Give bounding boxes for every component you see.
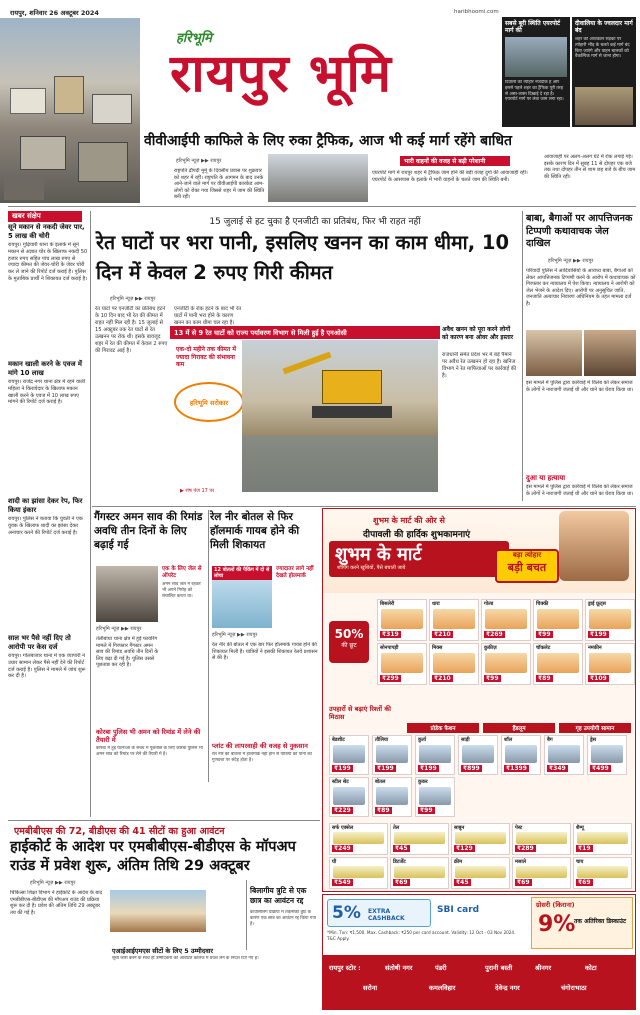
offer-title: चिक्की [536,601,549,607]
ad-line2: दीपावली की हार्दिक शुभकामनाएं [363,530,471,540]
sbi-card-logo: SBI card [437,905,480,915]
offer-product-image [333,787,365,805]
offer-product-image [505,745,537,763]
offer-price: ₹249 [334,845,351,852]
branch-item: देवेन्द्र नगर [495,984,520,992]
ad-section-label: गृह उपयोगी सामान [559,723,631,733]
sand-right-head: अवैध खनन को पूरा करने लोगों को कारण बना ओवर और इस्तार [442,326,514,341]
offer-title: घी [332,859,337,865]
brief-headline: मकान खाली करने के एवज में मांगे 10 लाख [8,360,82,377]
jobs-headline[interactable]: बिलागीय त्रुटि से एक छात्र का आवंटन रद्द [250,886,307,905]
offer-price: ₹89 [377,807,390,814]
offer-title: मसाले [515,859,527,865]
offer-product-image [462,745,494,763]
offer-price: ₹109 [590,675,607,682]
brief-body: रायपुर। राजेंद्र नगर थाना क्षेत्र में रहने वाली महिला ने किरायेदार के खिलाफ मकान खाली करने के एवज में 10 लाख रुपए मांगने की रिपोर्ट दर्ज कराई है। [8,379,86,406]
offer-price: ₹499 [592,765,609,772]
mbbs-banner-text: सूची जारी करने के साथ ही उम्मीदवारों को आवंटित कॉलेज में प्रवेश लेने के निर्देश दिए गए हैं। [112,956,259,961]
offer-price: ₹299 [382,675,399,682]
briefs-column [8,223,88,823]
offer-product-image [433,653,475,673]
offer-product-image [589,609,631,629]
offer-title: तेल [393,825,400,831]
offer-title: धारा [432,601,440,607]
offer-product-image [381,653,423,673]
ad-brand: शुभम के मार्ट [335,544,422,565]
offer-title: कुकीज़ [484,645,497,651]
offer-title: स्टील सेट [332,779,349,785]
branch-bar [323,955,636,1010]
offer-product-image [381,609,423,629]
lower-offer-card[interactable] [512,857,571,889]
cashback-box [327,899,431,927]
offer-card[interactable] [585,599,635,641]
offer-price: ₹289 [517,845,534,852]
sand-kicker: 15 जुलाई से हट चुका है एनजीटी का प्रतिबंध, फिर भी राहत नहीं [209,217,421,227]
ad-discount: 50% [334,627,364,641]
offer-product-image [433,609,475,629]
offer-title: चॉकलेट [536,645,551,651]
gangster-side-body: अमन साव जेल में रहकर भी अपने गिरोह को संचालित करता था। [162,582,201,599]
offer-title: सोनपापड़ी [380,645,399,651]
branch-item: श्रीनगर [535,964,552,972]
sarokar-logo [174,382,244,422]
mbbs-kicker: एमबीबीएस की 72, बीडीएस की 41 सीटों का हुआ आवंटन [14,826,225,837]
branch-label: रायपुर स्टोर : [329,964,361,972]
grocery-box [531,897,633,949]
offer-title: कुकर [418,779,428,785]
offer-title: क्रीम [454,859,463,865]
gangster-side-head: एक के लिए जेल से ऑपरेट [162,566,202,579]
lower-offer-card[interactable] [451,823,510,855]
lower-offer-card[interactable] [329,823,388,855]
jobs-body: काउंसिलिंग प्रक्रिया में तकनीकी त्रुटि के कारण एक छात्र का आवंटन रद्द किया गया है। [250,910,317,927]
baba-body-2: इस मामले में पुलिस द्वारा कार्रवाई में विलंब को लेकर समाज के लोगों ने नाराजगी जताई थी और थाने का घेराव किया था। [526,380,634,393]
offer-price: ₹129 [456,845,473,852]
edition-title: रायपुर भूमि [170,43,392,104]
water-bottles-photo [212,566,272,628]
offer-price: ₹45 [395,845,408,852]
branch-item: पंडरी [435,964,447,972]
offer-product-image [591,745,623,763]
sand-excavator-photo [242,340,438,492]
offer-price: ₹99 [420,807,433,814]
branch-item: चंगोराभाठा [561,984,587,992]
cashback-sub: EXTRA CASHBACK [368,908,405,922]
teaser-right-text: शहर की अधिकतर सड़कों पर त्योहारी भीड़ के चलते कई मार्ग बंद किए जाएंगे और वाहन चालकों को वैकल्पिक मार्ग से जाना होगा। [575,37,630,60]
lower-offer-card[interactable] [512,823,571,855]
brief-item[interactable] [8,360,88,491]
brand-logo: हरिभूमि [176,31,212,46]
lead-photo-caption: एयरपोर्ट मार्ग में रायपुर शहर में ट्रैफिक जाम होने की बड़ी वजह दुर्गा की आवाजाही रही। एयरपोर्ट के आसपास के इलाके में भारी वाहनों के चलते जाम की स्थिति बनी। [372,170,528,183]
ad-section-label: हैंडलूम [483,723,555,733]
offer-title: ड्रेस [590,737,597,743]
offer-price: ₹549 [334,879,351,886]
offer-card[interactable] [587,735,627,775]
offer-card[interactable] [533,599,583,641]
lead-byline: हरिभूमि न्यूज़ ▶▶ रायपुर [176,158,222,164]
offer-product-image [537,609,579,629]
offer-product-image [394,866,445,878]
offer-product-image [376,745,408,763]
offer-card[interactable] [415,735,455,775]
offer-product-image [577,832,628,844]
baba-body: परिवादी पुलिस ने आदिवासियों के आराध्य बाबा, बैगाओं को लेकर आपत्तिजनक टिप्पणी करने के आरोप में कथावाचक को गिरफ्तार कर न्यायालय में पेश किया। न्यायालय ने आरोपी को जेल भेजने के आदेश दिए। आरोपी पर अनुसूचित जाति, जनजाति अत्याचार निवारण अधिनियम के तहत मामला दर्ज है। [526,268,636,307]
masthead-traffic-photo [0,18,140,203]
teaser-right-photo [575,87,633,125]
offer-title: ड्राई फ्रूट्स [588,601,606,607]
sand-body-col2: एनजीटी के रोक हटने के बाद भी रेत घाटों में पानी भरा होने के कारण खनन का काम धीमा चल रहा है। [174,306,242,326]
branch-item: सरोना [363,984,378,992]
teaser-left[interactable] [502,17,570,127]
offer-title: बैग [547,737,553,743]
ad-bada-badge [495,549,559,583]
gangster-byline: हरिभूमि न्यूज़ ▶▶ रायपुर [96,626,142,632]
offer-card[interactable] [377,643,427,685]
offer-product-image [333,745,365,763]
offer-product-image [455,866,506,878]
ad-person-photo [559,511,629,581]
brief-headline: शादी का झांसा देकर रेप, फिर किया इंकार [8,497,83,514]
offer-price: ₹1399 [506,765,527,772]
sand-sidebar-head: एक-दो महीने तक कीमत में ज्यादा गिरावट की संभावना कम [176,346,236,368]
offer-product-image [548,745,580,763]
gangster-sub-body: कोरबा में हुई घटनाओं के संबंध में पूछताछ के लिए कोरबा पुलिस भी अमन साव को रिमांड पर लेने की तैयारी में है। [96,746,203,757]
offer-price: ₹89 [538,675,551,682]
lead-banner: भारी वाहनों की वजह से बढ़ी परेशानी [400,156,510,166]
offer-card[interactable] [481,599,531,641]
lead-right-text: आवाजाही पर अलग-अलग घंटे में रोक लगाई गई। इसके कारण दिन में सुबह 11 से दोपहर एक बजे तक तथा दोपहर तीन से शाम छह बजे के बीच जाम की स्थिति रही। [544,154,636,180]
baba-headline[interactable]: बाबा, बैगाओं पर आपत्तिजनक टिप्पणी कथावाचक जेल दाखिल [526,213,633,249]
baba-photo-2 [584,330,636,376]
water-headline[interactable]: रेल नीर बोतल से फिर हॉलमार्क गायब होने की मिली शिकायत [210,511,300,551]
offer-product-image [589,653,631,673]
offer-title: साबुन [454,825,465,831]
offer-product-image [485,609,527,629]
sand-red-bar: 13 में से 9 रेत घाटों को राज्य पर्यावरण विभाग से मिली हुई है एनओसी [170,326,440,339]
ad-brand-banner [329,541,509,577]
offer-price: ₹899 [463,765,480,772]
offer-card[interactable] [585,643,635,685]
baba-subhead: दुआ या हत्याया [526,474,566,482]
sbi-ad[interactable] [322,894,636,1010]
offer-price: ₹19 [578,845,591,852]
water-sub-head: प्लांट की लापरवाही की वजह से नुकसान [212,742,308,750]
offer-product-image [537,653,579,673]
grocery-sub: तक अतिरिक्त डिस्काउंट [574,918,626,925]
ad-bachat: बड़ी बचत [507,561,547,574]
offer-price: ₹319 [382,631,399,638]
brief-body: रायपुर। गोलबाजार थाना में एक व्यापारी ने उधार सामान लेकर पैसे नहीं देने की रिपोर्ट दर्ज कराई है। पुलिस ने मामले में जांच शुरू कर दी है। [8,653,86,680]
offer-card[interactable] [501,735,541,775]
lower-offer-card[interactable] [329,857,388,889]
shubham-ad[interactable] [322,508,636,892]
ad-bada: बड़ा त्योहार [512,551,542,559]
gangster-photo [96,566,158,622]
ad-lower-banner: उपहारों से बढ़ाएं रिश्तों की मिठास [329,705,391,721]
mbbs-body: चिकित्सा शिक्षा विभाग ने हाईकोर्ट के आदेश के बाद एमबीबीएस-बीडीएस की मॉपअप राउंड की प्रक्रिया शुरू कर दी है। प्रवेश की अंतिम तिथि 29 अक्टूबर तय की गई है। [10,890,103,916]
offer-card[interactable] [429,599,479,641]
offer-price: ₹269 [486,631,503,638]
lower-offer-card[interactable] [573,857,632,889]
brief-item[interactable] [8,634,88,765]
offer-card[interactable] [458,735,498,775]
offer-price: ₹229 [334,807,351,814]
offer-product-image [485,653,527,673]
baba-photo-1 [526,330,582,376]
baba-byline: हरिभूमि न्यूज़ ▶▶ रायपुर [548,258,594,264]
ad-terms: *Min. Txn: ₹1,500. Max. Cashback: ₹250 per card account. Validity: 12 Oct - 03 Nov 2024. T&C Apply. [327,930,516,941]
teaser-right[interactable] [572,17,636,127]
briefs-header: खबर संक्षेप [8,211,82,222]
offer-price: ₹99 [486,675,499,682]
lower-offer-card[interactable] [390,823,449,855]
gangster-headline[interactable]: गैंगस्टर अमन साव की रिमांड अवधि तीन दिनों के लिए बढ़ाई गई [94,511,203,551]
sand-body: रेत घाटों पर एनजीटी का प्रतिबंध हटने के 10 दिन बाद भी रेत की कीमत में राहत नहीं मिल रही है। 15 जुलाई से 15 अक्टूबर तक रेत घाटों से रेत उत्खनन पर रोक थी। इसके बावजूद शहर में रेत की कीमत में केवल 2 रुपए की गिरावट आई है। [95,306,168,354]
offer-title: बेडशीट [332,737,345,743]
branch-item: पुरानी बस्ती [485,964,513,972]
mbbs-building-photo [110,890,206,932]
mbbs-byline: हरिभूमि न्यूज़ ▶▶ रायपुर [30,880,76,886]
gangster-body: तेलीबांधा थाना क्षेत्र में हुई फायरिंग मामले में गिरफ्तार गैंगस्टर अमन साव की रिमांड अवधि तीन दिनों के लिए बढ़ा दी गई है। पुलिस उससे पूछताछ कर रही है। [96,636,159,669]
offer-product-image [333,832,384,844]
sand-headline[interactable]: रेत घाटों पर भरा पानी, इसलिए खनन का काम धीमा, 10 दिन में केवल 2 रुपए गिरी कीमत [96,231,510,284]
gangster-sub-head: कोरबा पुलिस भी अमन को रिमांड में लेने की तैयारी में [96,728,201,744]
offer-price: ₹45 [456,879,469,886]
offer-card[interactable] [377,599,427,641]
dateline: रायपुर, शनिवार 26 अक्टूबर 2024 [10,9,99,17]
offer-price: ₹199 [420,765,437,772]
sand-byline: हरिभूमि न्यूज़ ▶▶ रायपुर [110,296,156,302]
offer-title: गोल्ड [484,601,494,607]
water-photo-label: 12 बोतलों की पैकिंग में दो से लोचा [212,566,272,580]
grocery-pct: 9% [538,912,576,937]
lower-offer-card[interactable] [390,857,449,889]
brief-headline: सूने मकान से नकदी जेवर पार, 5 लाख की चोरी [8,223,85,240]
offer-title: चाय [576,859,584,865]
brief-item[interactable] [8,223,88,354]
lower-offer-card[interactable] [573,823,632,855]
brief-item[interactable] [8,497,88,628]
website[interactable]: haribhoomi.com [454,9,499,15]
offer-title: डिटर्जेंट [393,859,406,865]
offer-price: ₹199 [377,765,394,772]
offer-product-image [333,866,384,878]
branch-item: संतोषी नगर [385,964,413,972]
offer-product-image [516,866,567,878]
offer-price: ₹69 [578,879,591,886]
offer-title: बिसलेरी [380,601,395,607]
offer-product-image [376,787,408,805]
offer-price: ₹199 [590,631,607,638]
offer-product-image [577,866,628,878]
offer-title: साड़ी [461,737,470,743]
offer-price: ₹99 [538,631,551,638]
baba-sub-body: इस मामले में पुलिस द्वारा कार्रवाई में विलंब को लेकर समाज के लोगों ने नाराजगी जताई थी और थाने का घेराव किया था। [526,484,634,497]
mbbs-banner: एआईआईएमएस सीटों के लिए 5 उम्मीदवार [112,947,214,955]
brief-headline: साल भर पैसे नहीं दिए तो आरोपी पर केस दर्ज [8,634,71,651]
offer-price: ₹69 [517,879,530,886]
ad-section-label: प्रोडेक फैशन [407,723,479,733]
ad-discount-sub: की छूट [341,642,357,649]
offer-product-image [516,832,567,844]
offer-title: शैम्पू [576,825,584,831]
offer-card[interactable] [415,777,455,817]
teaser-left-photo [505,37,567,77]
water-byline: हरिभूमि न्यूज़ ▶▶ रायपुर [212,632,258,638]
offer-title: तौलिया [375,737,389,743]
cashback-pct: 5% [332,903,361,923]
sand-right-body: राजधानी समेत प्रदेश भर में बड़े पैमाने पर अवैध रेत उत्खनन हो रहा है। खनिज विभाग ने रेत माफियाओं पर कार्रवाई की है। [442,352,517,379]
offer-product-image [419,787,451,805]
water-body: रेल नीर की बोतल में एक बार फिर हॉलमार्क गायब होने की शिकायत मिली है। यात्रियों ने इसकी शिकायत रेलवे प्रशासन से की है। [212,642,318,662]
sand-continue[interactable]: ▶ शेष पेज 17 पर [180,488,215,494]
offer-price: ₹349 [549,765,566,772]
offer-product-image [455,832,506,844]
offer-price: ₹210 [434,631,451,638]
offer-card[interactable] [329,777,369,817]
offer-product-image [394,832,445,844]
branch-item: कोटा [585,964,597,972]
ad-brand-sub: शॉपिंग करने खुशियों, पैसे बचाती जाये [337,565,406,571]
ad-line1: शुभम के मार्ट की ओर से [373,516,445,525]
offer-title: कुर्ता [418,737,426,743]
offer-price: ₹69 [395,879,408,886]
lead-headline[interactable]: वीवीआईपी काफिले के लिए रुका ट्रैफिक, आज भी कई मार्ग रहेंगे बाधित [144,133,512,149]
teaser-left-text: दिवाली का त्योहार नजदीक है और इससे पहले शहर का ट्रैफिक पूरी तरह से अस्त-व्यस्त दिखाई दे रहा है। एयरपोर्ट मार्ग पर लंबा जाम लगा रहा। [505,80,564,103]
offer-card[interactable] [429,643,479,685]
offer-title: सर्फ एक्सेल [332,825,354,831]
mbbs-headline[interactable]: हाईकोर्ट के आदेश पर एमबीबीएस-बीडीएस के मॉपअप राउंड में प्रवेश शुरू, अंतिम तिथि 29 अक्टूबर [10,839,296,874]
sarokar-logo-text: हरिभूमि सरोकार [189,398,229,407]
ad-discount-badge [329,621,369,663]
offer-title: शॉल [504,737,513,743]
offer-card[interactable] [372,777,412,817]
brief-body: रायपुर। पुलिस ने बताया कि युवती ने एक युवक के खिलाफ शादी का झांसा देकर अनाचार करने की रिपोर्ट दर्ज कराई है। [8,516,83,536]
offer-card[interactable] [533,643,583,685]
lead-body: राष्ट्रपति द्रौपदी मुर्मू के दिवसीय प्रवास पर शुक्रवार को शहर में रहीं। राष्ट्रपति के आगमन के बाद उनके आने-जाने वाले मार्ग पर वीवीआईपी कारकेड आम-लोगों को रोका गया जिससे शहर में जाम की स्थिति बनी रही। [174,168,265,201]
branch-item: कमलविहार [429,984,456,992]
grocery-title: ग्रोसरी (किराना) [536,901,575,909]
brief-body: रायपुर। गुढ़ियारी थाना के इलाके में सूने मकान से अज्ञात चोर के खिलाफ नकदी 50 हजार रुपए सहित पांच लाख रुपए से ज्यादा कीमत की जेवर-चोरी के जेवर चोरी कर ले जाने की रिपोर्ट दर्ज कराई है। पुलिस के मुताबिक प्रार्थी ने शिकायत दर्ज कराई है। [8,242,88,282]
lower-offer-card[interactable] [451,857,510,889]
offer-card[interactable] [544,735,584,775]
offer-price: ₹210 [434,675,451,682]
lead-photo-1 [268,154,368,202]
water-side-head: ज्यादातर लागे नहीं देखते होलमार्क [276,566,314,579]
offer-card[interactable] [481,643,531,685]
offer-card[interactable] [372,735,412,775]
offer-title: बोतल [375,779,386,785]
offer-title: मिक्स [432,645,443,651]
offer-price: ₹199 [334,765,351,772]
offer-card[interactable] [329,735,369,775]
offer-title: नमकीन [588,645,602,651]
water-sub-body: रेल नीर की बोतलों में हॉलमार्क नहीं होने से यात्रियों को पानी की गुणवत्ता पर संदेह होता है। [212,752,312,763]
offer-product-image [419,745,451,763]
teaser-right-title: दीवालिया के ज्वलदार मार्ग बंद [575,20,633,34]
teaser-left-title: सबसे बूरी स्थिति एयरपोर्ट मार्ग की [505,20,561,34]
offer-title: पेस्ट [515,825,523,831]
